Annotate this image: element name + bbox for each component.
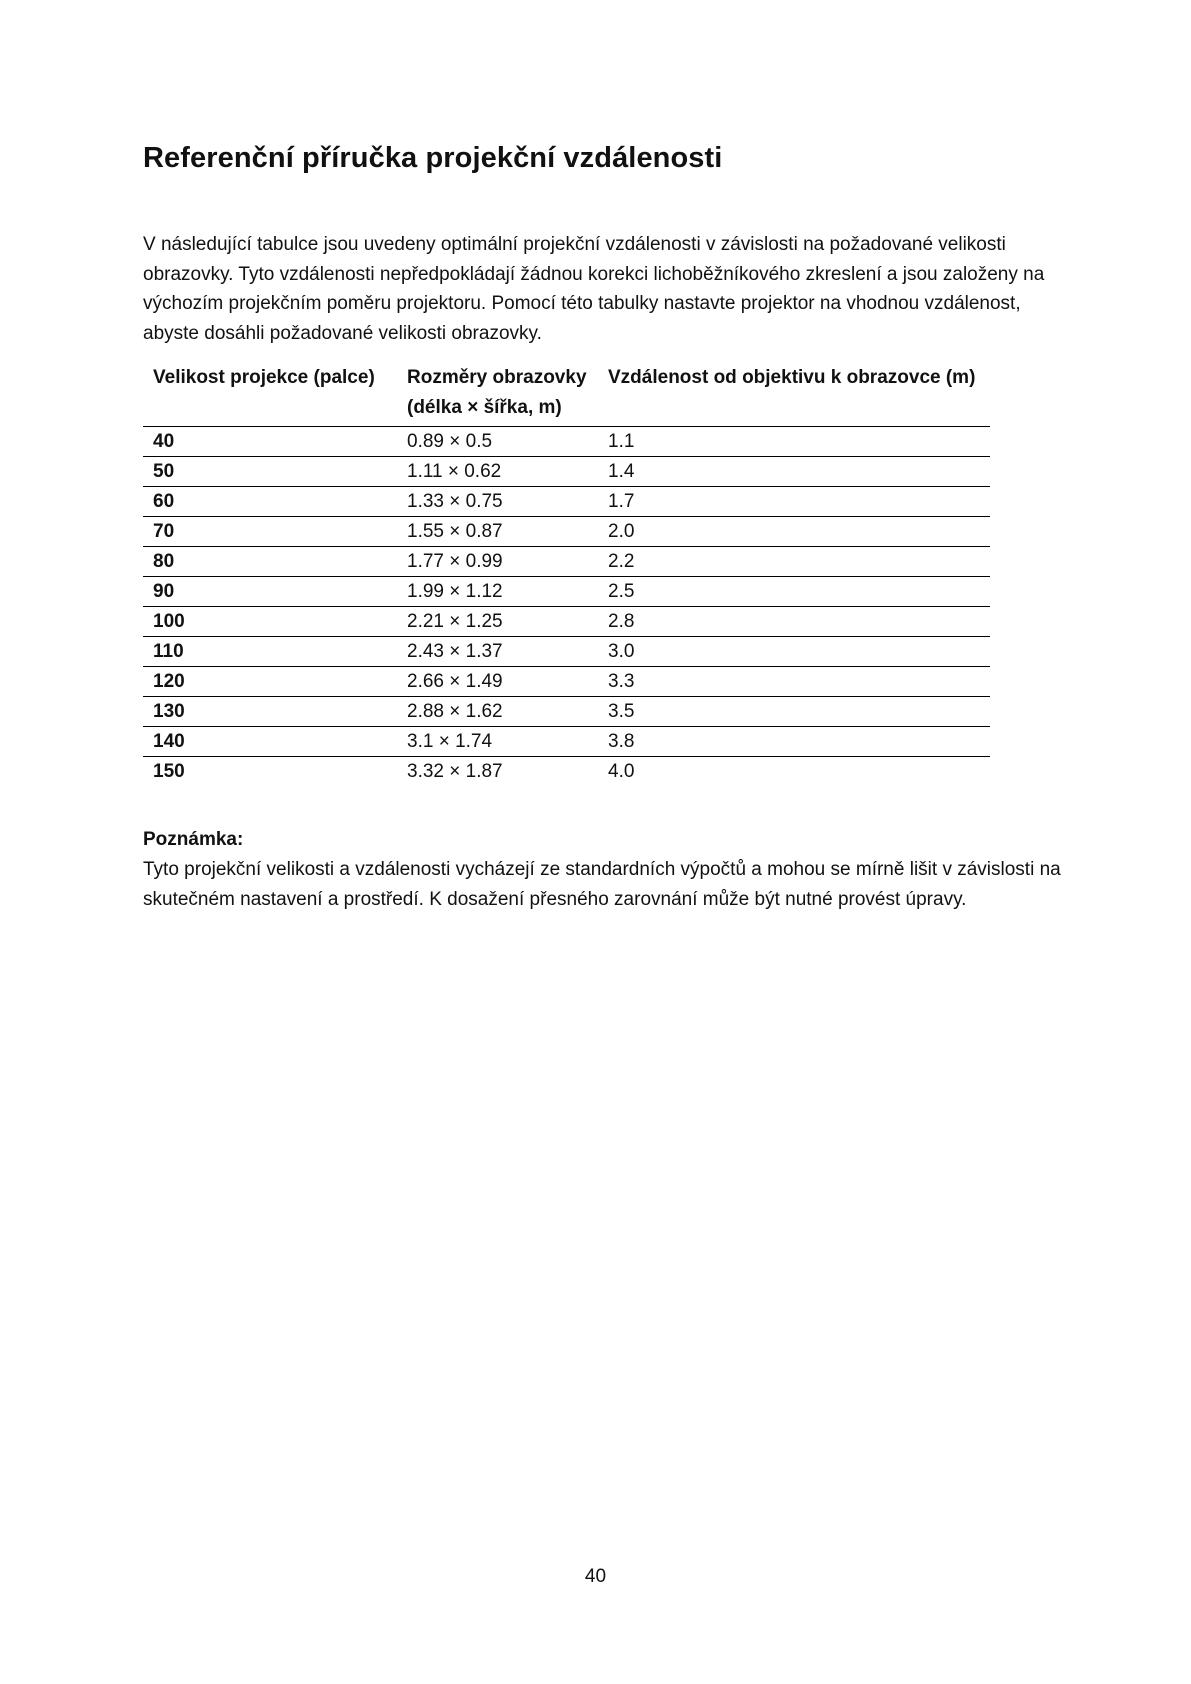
table-row (143, 757, 990, 787)
cell-lens-distance: 2.2 (598, 547, 990, 577)
cell-lens-distance: 1.4 (598, 457, 990, 487)
cell-projection-size: 90 (143, 577, 397, 607)
cell-screen-dimensions: 0.89 × 0.5 (397, 427, 598, 457)
table-body (143, 427, 990, 787)
cell-lens-distance: 3.5 (598, 697, 990, 727)
cell-projection-size: 100 (143, 607, 397, 637)
header-lens-distance: Vzdálenost od objektivu k obrazovce (m) (608, 367, 976, 388)
cell-screen-dimensions: 1.11 × 0.62 (397, 457, 598, 487)
cell-lens-distance: 3.8 (598, 727, 990, 757)
cell-screen-dimensions: 1.77 × 0.99 (397, 547, 598, 577)
intro-paragraph: V následující tabulce jsou uvedeny optimální projekční vzdálenosti v závislosti na požadované velikosti obrazovky. Tyto vzdálenosti nepředpokládají žádnou korekci lichoběžníkového zkreslení a jsou založeny na výchozím projekčním poměru projektoru. Pomocí této tabulky nastavte projektor na vhodnou vzdálenost, abyste dosáhli požadované velikosti obrazovky. (143, 234, 1045, 344)
cell-projection-size: 60 (143, 487, 397, 517)
page-title: Referenční příručka projekční vzdálenosti (143, 142, 723, 174)
cell-projection-size: 140 (143, 727, 397, 757)
cell-screen-dimensions: 2.43 × 1.37 (397, 637, 598, 667)
table-row (143, 667, 990, 697)
cell-screen-dimensions: 2.66 × 1.49 (397, 667, 598, 697)
cell-screen-dimensions: 1.55 × 0.87 (397, 517, 598, 547)
note-label: Poznámka: (143, 829, 244, 850)
table-header (143, 360, 990, 427)
cell-projection-size: 120 (143, 667, 397, 697)
cell-projection-size: 130 (143, 697, 397, 727)
table-row (143, 727, 990, 757)
table-row (143, 487, 990, 517)
cell-screen-dimensions: 2.21 × 1.25 (397, 607, 598, 637)
table-row (143, 697, 990, 727)
cell-lens-distance: 3.0 (598, 637, 990, 667)
cell-screen-dimensions: 2.88 × 1.62 (397, 697, 598, 727)
table-row (143, 457, 990, 487)
cell-screen-dimensions: 3.1 × 1.74 (397, 727, 598, 757)
cell-projection-size: 70 (143, 517, 397, 547)
table-row (143, 637, 990, 667)
page-number: 40 (584, 1566, 607, 1587)
cell-projection-size: 110 (143, 637, 397, 667)
header-row (143, 360, 990, 427)
cell-screen-dimensions: 1.99 × 1.12 (397, 577, 598, 607)
table-row (143, 607, 990, 637)
table-row (143, 517, 990, 547)
cell-lens-distance: 2.5 (598, 577, 990, 607)
cell-screen-dimensions: 3.32 × 1.87 (397, 757, 598, 787)
cell-lens-distance: 3.3 (598, 667, 990, 697)
cell-lens-distance: 1.7 (598, 487, 990, 517)
cell-lens-distance: 2.0 (598, 517, 990, 547)
projection-distance-table (143, 360, 990, 786)
table-row (143, 547, 990, 577)
table-row (143, 577, 990, 607)
cell-projection-size: 150 (143, 757, 397, 787)
header-screen-dimensions: Rozměry obrazovky (délka × šířka, m) (407, 367, 587, 418)
table-row (143, 427, 990, 457)
cell-projection-size: 80 (143, 547, 397, 577)
cell-lens-distance: 1.1 (598, 427, 990, 457)
cell-projection-size: 50 (143, 457, 397, 487)
cell-screen-dimensions: 1.33 × 0.75 (397, 487, 598, 517)
cell-lens-distance: 4.0 (598, 757, 990, 787)
cell-lens-distance: 2.8 (598, 607, 990, 637)
note-text: Tyto projekční velikosti a vzdálenosti vycházejí ze standardních výpočtů a mohou se mírně lišit v závislosti na skutečném nastavení a prostředí. K dosažení přesného zarovnání může být nutné provést úpravy. (143, 859, 1061, 910)
header-projection-size: Velikost projekce (palce) (153, 367, 375, 388)
cell-projection-size: 40 (143, 427, 397, 457)
